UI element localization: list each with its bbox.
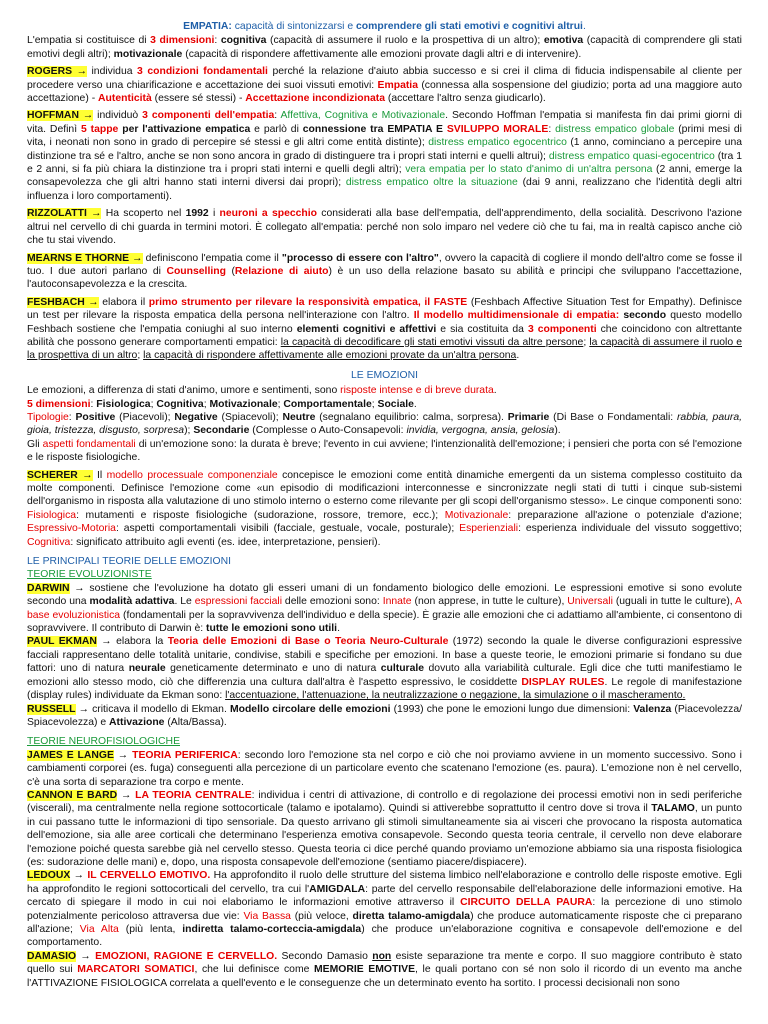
emozioni-aspetti: Gli aspetti fondamentali di un'emozione sono: la durata è breve; l'evento in cui avviene; l'intenzionalità dell'emozione; i pensieri che porta con sé l'emozione e le risposte fisiologiche. [27,438,743,464]
empatia-paragraph: L'empatia si costituisce di 3 dimensioni: cognitiva (capacità di assumere il ruolo e la prospettiva di un altro); emotiva (capacità di comprendere gli stati emotivi degli altri); motivazionale (capacità di rispondere affettivamente alle emozioni provate dagli altri e di intervenire). [27,35,742,60]
scherer-paragraph: SCHERER → Il modello processuale componenziale concepisce le emozioni come entità dinamiche emergenti da un sistema complesso costituito da molte componenti. Definisce l'emozione come «un episodio di modificazioni interconnesse e sincronizzate negli stati di tutti i cinque sub-sistemi dell'organismo in risposta alla valutazione di uno stimolo interno o esterno come rilevante per gli scopi dell'organismo stesso». Le cinque componenti sono: Fisiologica: mutamenti e risposte fisiologiche (sudorazione, rossore, tremore, ecc.); Motivazionale: preparazione all'azione o potenziale d'azione; Espressivo-Motoria: aspetti comportamentali visibili (facciale, gestuale, vocale, posturale); Esperienziali: esperienza individuale del vissuto soggettivo; Cognitiva: significato attribuito agli eventi (es. idee, interpretazione, pensieri). [27,469,742,548]
rizzolatti-paragraph: RIZZOLATTI → Ha scoperto nel 1992 i neuroni a specchio considerati alla base dell'empatia, dell'apprendimento, della socialità. Descrivono l'azione altrui nel cervello di chi guarda in termini motori. È collegato all'empatia: perché non solo imparo nel vedere ciò che tu fai, ma in realtà capisco anche ciò che tu stai vivendo. [27,208,742,247]
damasio-paragraph: DAMASIO → EMOZIONI, RAGIONE E CERVELLO. Secondo Damasio non esiste separazione tra mente e corpo. Il suo maggiore contributo è stato quello sui MARCATORI SOMATICI, che lui definisce come MEMORIE EMOTIVE, le quali portano con sé non solo il ricordo di un evento ma anche l'ATTIVAZIONE FISIOLOGICA correlata a quell'evento e le conseguenze che un determinato evento ha sortito. I processi decisionali non sono [27,950,743,989]
page-title: EMPATIA: capacità di sintonizzarsi e comprendere gli stati emotivi e cognitivi altrui. [183,21,586,32]
emozioni-dimensioni: 5 dimensioni: Fisiologica; Cognitiva; Motivazionale; Comportamentale; Sociale. [27,398,417,410]
emozioni-intro: Le emozioni, a differenza di stati d'animo, umore e sentimenti, sono risposte intense e di breve durata. [27,385,497,397]
section-heading-emozioni: LE EMOZIONI [351,369,418,381]
heading-principali-teorie: LE PRINCIPALI TEORIE DELLE EMOZIONI [27,556,232,568]
ledoux-paragraph: LEDOUX → IL CERVELLO EMOTIVO. Ha approfondito il ruolo delle strutture del sistema limbico nell'elaborazione e controllo delle risposte emotive. Egli ha approfondito le regioni sottocorticali del cervello, tra cui l'AMIGDALA: parte del cervello responsabile dell'elaborazione delle informazioni emotive. Ha cercato di spiegare il modo in cui noi elaboriamo le informazioni emotive attraverso il CIRCUITO DELLA PAURA: la percezione di uno stimolo potenzialmente pericoloso attraversa due vie: Via Bassa (più veloce, diretta talamo-amigdala) che produce automaticamente risposte che ci preparano all'azione; Via Alta (più lenta, indiretta talamo-corteccia-amigdala) che produce un'elaborazione cognitiva e consapevole dell'emozione e del comportamento. [27,870,742,949]
james-lange-paragraph: JAMES E LANGE → TEORIA PERIFERICA: secondo loro l'emozione sta nel corpo e ciò che noi proviamo avviene in un momento successivo. Sono i cambiamenti corporei (es. fuga) conseguenti alla percezione di un particolare evento che scatenano l'emozione (es. paura). L'emozione non è nel cervello, c'è una sorta di separazione tra corpo e mente. [27,749,742,788]
russell-paragraph: RUSSELL → criticava il modello di Ekman. Modello circolare delle emozioni (1993) che pone le emozioni lungo due dimensioni: Valenza (Piacevolezza/ Spiacevolezza) e Attivazione (Alta/Bassa). [27,703,742,728]
emozioni-tipologie: Tipologie: Positive (Piacevoli); Negative (Spiacevoli); Neutre (segnalano equilibrio: calma, sorpresa). Primarie (Di Base o Fondamentali: rabbia, paura, gioia, tristezza, disgusto, sorpresa); Secondarie (Complesse o Auto-Consapevoli: invidia, vergogna, ansia, gelosia). [27,411,743,437]
heading-teorie-neurofisiologiche: TEORIE NEUROFISIOLOGICHE [27,736,180,748]
rogers-paragraph: ROGERS → individua 3 condizioni fondamentali perché la relazione d'aiuto abbia successo e si crei il clima di fiducia indispensabile al cliente per procedere verso una chiarificazione e accettazione dei suoi vissuti emotivi: Empatia (connessa alla sospensione del giudizio; porta ad una maggiore auto accettazione) - Autenticità (essere sé stessi) - Accettazione incondizionata (accettare l'altro senza giudicarlo). [27,66,742,105]
ekman-paragraph: PAUL EKMAN → elabora la Teoria delle Emozioni di Base o Teoria Neuro-Culturale (1972) secondo la quale le diverse configurazioni espressive facciali rappresentano delle totalità unitarie, condivise, stabili e specifiche per emozioni. In base a queste teorie, le emozioni primarie si fondano su due fattori: uno di natura neurale geneticamente determinato e uno di natura culturale dovuto alla variabilità culturale. Egli dice che tutti manifestiamo le emozioni allo stesso modo, ciò che differenzia una cultura dall'altra è l'aspetto espressivo, le cosiddette DISPLAY RULES. Le regole di manifestazione (display rules) individuate da Ekman sono: l'accentuazione, l'attenuazione, la neutralizzazione o negazione, la simulazione o il mascheramento. [27,636,743,702]
hoffman-paragraph: HOFFMAN → individuò 3 componenti dell'empatia: Affettiva, Cognitiva e Motivazionale. Secondo Hoffman l'empatia si manifesta fin dai primi giorni di vita. Definì 5 tappe per l'attivazione empatica e parlò di connessione tra EMPATIA E SVILUPPO MORALE: distress empatico globale (primi mesi di vita, i neonati non sono in grado di percepire sé stessi e gli altri come entità distinte); distress empatico egocentrico (1 anno, cominciano a percepire una distinzione tra sé e l'altro, anche se non sono ancora in grado di distinguere tra i propri stati interni e quelli altrui); distress empatico quasi-egocentrico (tra 1 e 2 anni, si fa più chiara la distinzione tra i propri stati interni e quelli degli altri); vera empatia per lo stato d'animo di un'altra persona (2 anni, emerge la consapevolezza che gli altri hanno stati interni diversi dai propri); distress empatico oltre la situazione (dai 9 anni, realizzano che l'identità degli altri influenza i loro comportamenti). [27,110,743,202]
heading-teorie-evoluzioniste: TEORIE EVOLUZIONISTE [27,569,152,581]
mearns-paragraph: MEARNS E THORNE → definiscono l'empatia come il "processo di essere con l'altro", ovvero la capacità di cogliere il mondo dell'altro come se fosse il tuo. I due autori parlano di Counselling (Relazione di aiuto) è un uso della relazione basato su abilità e principi che sviluppano l'accettazione, l'autoconsapevolezza e la crescita. [27,252,743,291]
darwin-paragraph: DARWIN → sostiene che l'evoluzione ha dotato gli esseri umani di un fondamento biologico delle emozioni. Le espressioni emotive si sono evolute secondo una modalità adattiva. Le espressioni facciali delle emozioni sono: Innate (non apprese, in tutte le culture), Universali (uguali in tutte le culture), A base evoluzionistica (fondamentali per la sopravvivenza dell'individuo e della specie). È grazie alle emozioni che ci adattiamo all'ambiente, ci consentono di sopravvivere. Il contributo di Darwin è: tutte le emozioni sono utili. [27,582,743,635]
cannon-bard-paragraph: CANNON E BARD → LA TEORIA CENTRALE: individua i centri di attivazione, di controllo e di regolazione dei processi emotivi non in sedi periferiche (viscerali), ma centralmente nella regione sottocorticale (talamo e ipotalamo). Quindi si attiverebbe soprattutto il centro dove si trova il TALAMO, un punto in cui passano tutte le informazioni di tipo sensoriale. Da questo arrivano gli stimoli simultaneamente sia ai visceri che provocano la risposta automatica dell'emozione, sia alle aree corticali che determinano l'esperienza emotiva consapevole. Secondo questa teoria centrale, il cervello non deve elaborare l'emozione poiché questa sarebbe già nel cervello stesso. Questa teoria ci dice perché quando proviamo un'emozione abbiamo sia una risposta fisiologica (es: sudorazione delle mani) e, dopo, una risposta consapevole dell'emozione (sentiamo piacere/dispiacere). [27,789,742,868]
feshbach-paragraph: FESHBACH → elabora il primo strumento per rilevare la responsività empatica, il FASTE (Feshbach Affective Situation Test for Empathy). Definisce un test per rilevare la risposta empatica della persona nell'interazione con l'altro. Il modello multidimensionale di empatia: secondo questo modello Feshbach sostiene che l'empatia coniughi al suo interno elementi cognitivi e affettivi e sia costituita da 3 componenti che coincidono con altrettante abilità che possono generare comportamenti empatici: la capacità di decodificare gli stati emotivi vissuti da altre persone; la capacità di assumere il ruolo e la prospettiva di un altro; la capacità di rispondere affettivamente alle emozioni provate da un'altra persona. [27,296,743,362]
